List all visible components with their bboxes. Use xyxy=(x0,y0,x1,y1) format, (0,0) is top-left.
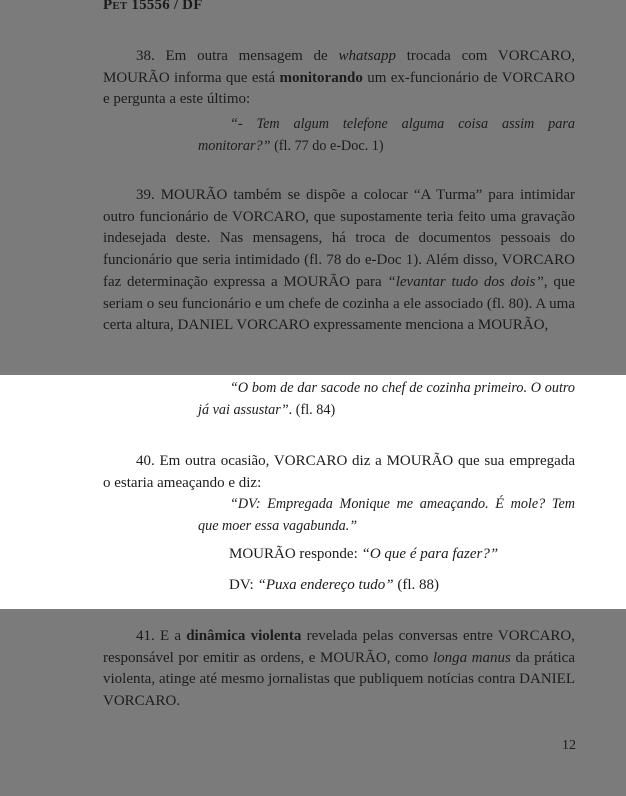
quote-39: “O bom de dar sacode no chef de cozinha primeiro. O outro já vai assustar”. (fl. 84) xyxy=(198,380,575,418)
paragraph-39: 39. MOURÃO também se dispõe a colocar “A Turma” para intimidar outro funcionário de VORCARO, que supostamente teria feito uma gravação indesejada deste. Nas mensagens, há troca de documentos pessoais do funcionário que seria intimidado (fl. 78 do e-Doc 1). Além disso, VORCARO faz determinação expressa a MOURÃO para “levantar tudo dos dois”, que seriam o seu funcionário e um chefe de cozinha a ele associado (fl. 80). A uma certa altura, DANIEL VORCARO expressamente menciona a MOURÃO, xyxy=(103,187,575,334)
page-number: 12 xyxy=(562,738,576,753)
paragraph-41: 41. E a dinâmica violenta revelada pelas conversas entre VORCARO, responsável por emitir as ordens, e MOURÃO, como longa manus da prática violenta, atinge até mesmo jornalistas que publiquem notícias contra DANIEL VORCARO. xyxy=(103,628,575,710)
page-header: Pet 15556 / DF xyxy=(103,0,203,13)
dv-reply: DV: “Puxa endereço tudo” (fl. 88) xyxy=(229,577,439,593)
mourao-reply: MOURÃO responde: “O que é para fazer?” xyxy=(229,546,499,562)
quote-38: “- Tem algum telefone alguma coisa assim para monitorar?” (fl. 77 do e-Doc. 1) xyxy=(198,116,575,154)
paragraph-40: 40. Em outra ocasião, VORCARO diz a MOURÃO que sua empregada o estaria ameaçando e diz: xyxy=(103,453,575,491)
paragraph-38: 38. Em outra mensagem de whatsapp trocada com VORCARO, MOURÃO informa que está monitorando um ex-funcionário de VORCARO e pergunta a este último: xyxy=(103,48,575,108)
quote-40: “DV: Empregada Monique me ameaçando. É mole? Tem que moer essa vagabunda.” xyxy=(198,496,575,534)
